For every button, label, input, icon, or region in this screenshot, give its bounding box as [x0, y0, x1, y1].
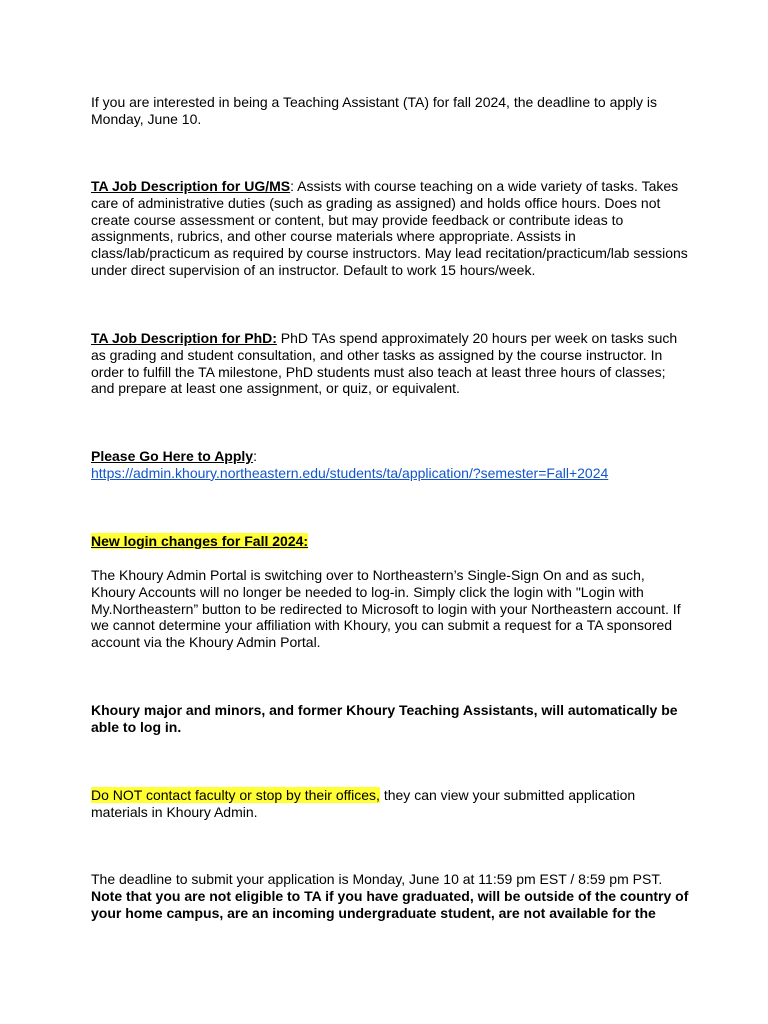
application-link[interactable]: https://admin.khoury.northeastern.edu/students/ta/application/?semester=Fall+2024	[91, 464, 609, 481]
login-changes-paragraph	[91, 567, 691, 651]
phd-description	[91, 330, 691, 397]
login-changes-heading-paragraph	[91, 533, 691, 550]
contact-note-text: they can view your submitted application materials in Khoury Admin.	[91, 787, 636, 820]
majors-note-text: Khoury major and minors, and former Khoury Teaching Assistants, will automatically be able to log in.	[91, 702, 678, 735]
deadline-text: The deadline to submit your application is Monday, June 10 at 11:59 pm EST / 8:59 pm PST.	[91, 871, 663, 887]
apply-colon: :	[253, 448, 257, 464]
apply-heading: Please Go Here to Apply	[91, 448, 254, 464]
intro-paragraph	[91, 94, 691, 128]
majors-note-paragraph	[91, 702, 691, 736]
eligibility-note: Note that you are not eligible to TA if you have graduated, will be outside of the country of your home campus, are an incoming undergraduate student, are not available for the	[91, 887, 689, 921]
login-changes-text: The Khoury Admin Portal is switching over to Northeastern’s Single-Sign On and as such, Khoury Accounts will no longer be needed to log-in. Simply click the login with "Login with My.Northeastern” button to be redirected to Microsoft to login with your Northeastern account. If we cannot determine your affiliation with Khoury, you can submit a request for a TA sponsored account via the Khoury Admin Portal.	[91, 567, 681, 651]
ugms-heading: TA Job Description for UG/MS	[91, 178, 291, 194]
ugms-description	[91, 178, 691, 279]
deadline-paragraph	[91, 871, 691, 921]
intro-text: If you are interested in being a Teaching Assistant (TA) for fall 2024, the deadline to apply is Monday, June 10.	[91, 94, 658, 127]
phd-text: PhD TAs spend approximately 20 hours per week on tasks such as grading and student consultation, and other tasks as assigned by the course instructor. In order to fulfill the TA milestone, PhD students must also teach at least three hours of classes; and prepare at least one assignment, or quiz, or equivalent.	[91, 330, 678, 397]
apply-section	[91, 448, 691, 482]
ugms-text: : Assists with course teaching on a wide variety of tasks. Takes care of administrative duties (such as grading as assigned) and holds office hours. Does not create course assessment or content, but may provide feedback or contribute ideas to assignments, rubrics, and other course materials where appropriate. Assists in class/lab/practicum as required by course instructors. May lead recitation/practicum/lab sessions under direct supervision of an instructor. Default to work 15 hours/week.	[91, 178, 688, 278]
login-changes-heading: New login changes for Fall 2024:	[91, 533, 309, 549]
phd-heading: TA Job Description for PhD:	[91, 330, 277, 346]
contact-note-paragraph	[91, 787, 691, 821]
contact-warning-highlight: Do NOT contact faculty or stop by their offices,	[91, 787, 380, 803]
